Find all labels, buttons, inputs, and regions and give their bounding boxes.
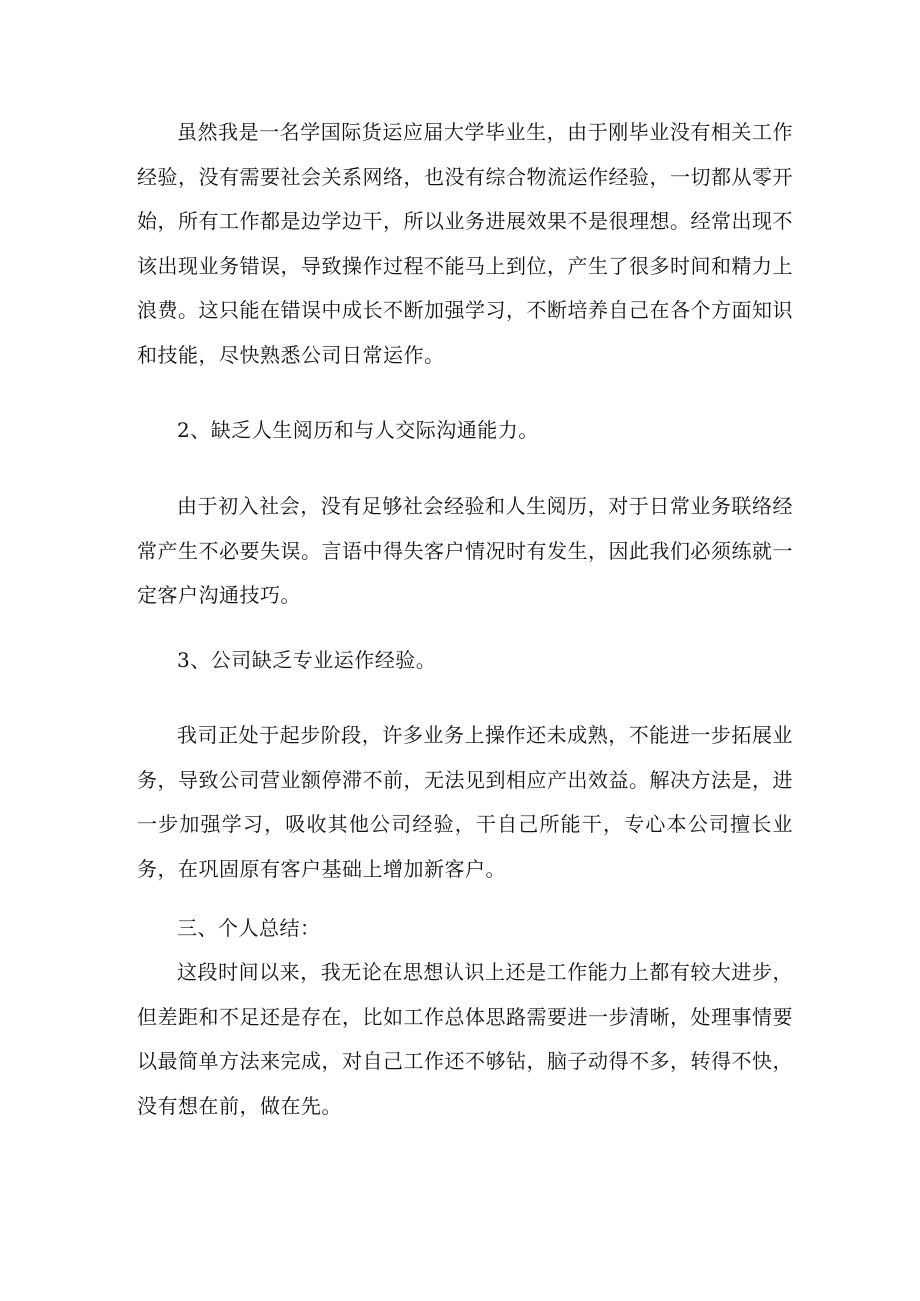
paragraph-company-development: 我司正处于起步阶段，许多业务上操作还未成熟，不能进一步拓展业务，导致公司营业额停滞不前，无法见到相应产出效益。解决方法是，进一步加强学习，吸收其他公司经验，干自己所能干，专心本公司擅长业务，在巩固原有客户基础上增加新客户。	[137, 723, 793, 881]
paragraph-social-experience: 由于初入社会，没有足够社会经验和人生阅历，对于日常业务联络经常产生不必要失误。言语中得失客户情况时有发生，因此我们必须练就一定客户沟通技巧。	[137, 494, 793, 607]
paragraph-personal-summary: 这段时间以来，我无论在思想认识上还是工作能力上都有较大进步，但差距和不足还是存在，比如工作总体思路需要进一步清晰，处理事情要以最简单方法来完成，对自己工作还不够钻，脑子动得不多，转得不快，没有想在前，做在先。	[137, 960, 793, 1118]
paragraph-work-experience: 虽然我是一名学国际货运应届大学毕业生，由于刚毕业没有相关工作经验，没有需要社会关系网络，也没有综合物流运作经验，一切都从零开始，所有工作都是边学边干，所以业务进展效果不是很理想。经常出现不该出现业务错误，导致操作过程不能马上到位，产生了很多时间和精力上浪费。这只能在错误中成长不断加强学习，不断培养自己在各个方面知识和技能，尽快熟悉公司日常运作。	[137, 120, 793, 367]
section-title-personal-summary: 三、个人总结：	[177, 916, 321, 940]
heading-company-experience: 3、公司缺乏专业运作经验。	[177, 648, 437, 672]
heading-lack-of-experience: 2、缺乏人生阅历和与人交际沟通能力。	[177, 418, 539, 442]
